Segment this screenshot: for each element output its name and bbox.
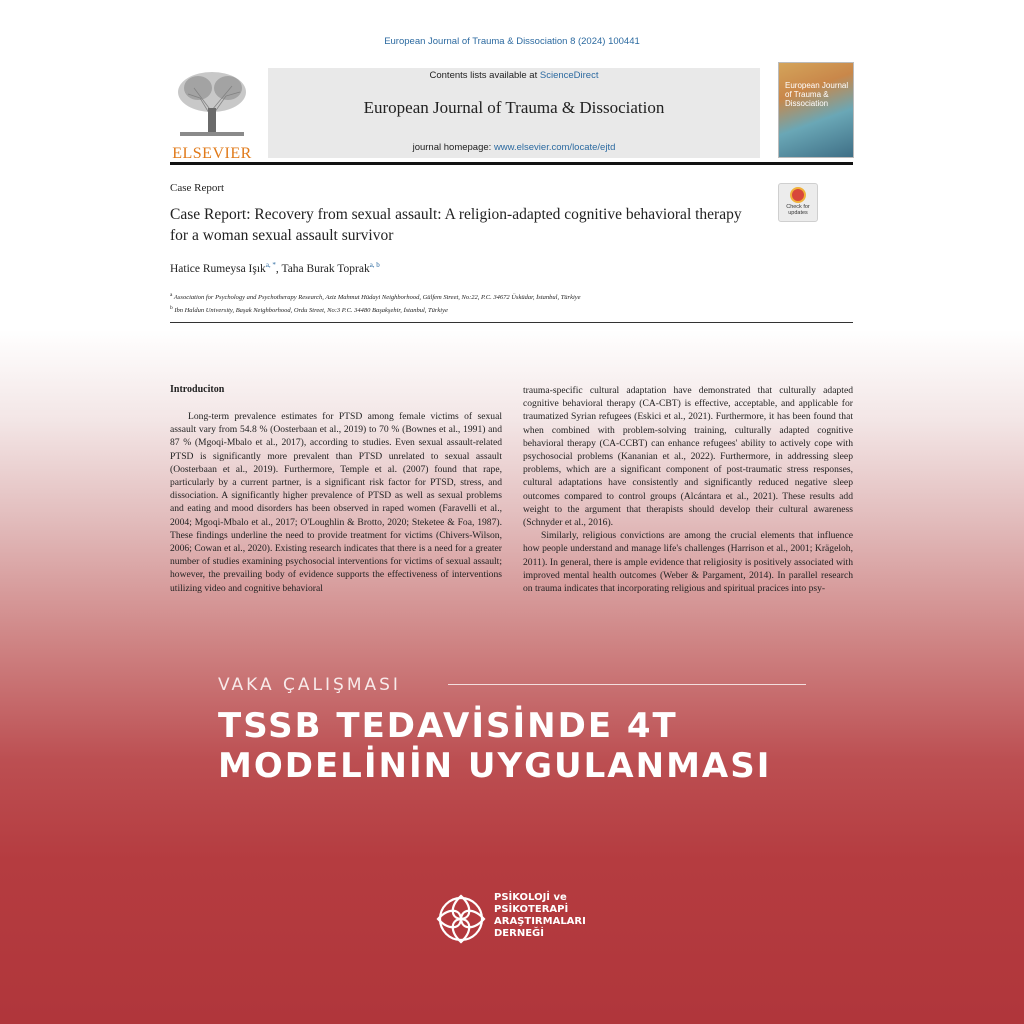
body-paragraph: trauma-specific cultural adaptation have demonstrated that culturally adapted cognitive behavioral therapy (CA-CBT) is effective, acceptable, and applicable for traumatized Syrian refugees (Eskici et al., 2021). Furthermore, it has been found that when combined with problem-solving training, culturally adapted cognitive behavioral therapy (CA-CCBT) can enhance refugees' ability to actively cope with psychosocial problems (Kananian et al., 2022). Furthermore, in addressing sleep problems, which are a significant component of post-traumatic stress responses, cultural adaptations have consistently and significantly reduced negative sleep outcomes compared to control groups (Alcántara et al., 2021). These results add weight to the argument that therapists should develop their cultural awareness (Schnyder et al., 2016). xyxy=(523,385,853,529)
affiliation-a xyxy=(170,290,581,303)
eyebrow-line xyxy=(448,684,806,685)
check-for-updates-button[interactable] xyxy=(778,183,818,222)
affiliation-mark: a xyxy=(170,292,173,298)
contents-prefix: Contents lists available at xyxy=(429,70,540,81)
author-separator: , xyxy=(275,262,282,275)
publisher-logo xyxy=(170,68,254,162)
journal-banner xyxy=(268,68,760,158)
body-paragraph: Long-term prevalence estimates for PTSD among female victims of sexual assault vary from 54.8 % (Oosterbaan et al., 2019) to 70 % (Bownes et al., 1991) and 87 % (Mgoqi-Mbalo et al., 2017), according to studies. Even sexual assault-related PTSD is significantly more prevalent than PTSD unrelated to sexual assault (Oosterbaan et al., 2019). Furthermore, Temple et al. (2007) found that rape, particularly by a current partner, is a significant risk factor for PTSD, stress, and dissociation. A significantly higher prevalence of PTSD as well as sexual problems and eating and mood disorders has been observed in raped women (Faravelli et al., 2004; Mgoqi-Mbalo et al., 2017; O'Loughlin & Brotto, 2020; Steketee & Foa, 1987). These findings underline the need to provide treatment for victims (Chivers-Wilson, 2006; Cowan et al., 2020). Existing research indicates that there is a need for a greater number of studies examining psychosocial interventions for victims of sexual assault; however, the prevailing body of evidence supports the effectiveness of interventions utilizing video and cognitive behavioral xyxy=(170,411,502,594)
affiliation-b xyxy=(170,303,581,316)
divider xyxy=(170,322,853,323)
organization-name xyxy=(494,892,586,940)
section-heading: Introduciton xyxy=(170,384,225,395)
body-column-left xyxy=(170,410,502,595)
journal-cover-image xyxy=(778,62,854,158)
homepage-line xyxy=(268,142,760,153)
body-paragraph: Similarly, religious convictions are among the crucial elements that influence how people understand and manage life's challenges (Harrison et al., 2001; Krägeloh, 2011). In general, there is ample evidence that religiosity is positively associated with improved mental health outcomes (Weber & Pargament, 2014). In parallel research on trauma indicates that incorporating religious and spiritual pracices into psy- xyxy=(523,530,853,595)
cover-title: European Journal of Trauma & Dissociation xyxy=(785,81,849,108)
affiliation-text: Association for Psychology and Psychotherapy Research, Aziz Mahmut Hüdayi Neighborhood, Gülfem Street, No:22, P.C. 34672 Üsküdar, İstanbul, Türkiye xyxy=(173,294,581,302)
author-name[interactable]: Taha Burak Toprak xyxy=(281,262,370,275)
contents-line xyxy=(268,70,760,81)
overlay-title-line: MODELİNİN UYGULANMASI xyxy=(218,746,772,786)
article-title: Case Report: Recovery from sexual assault: A religion-adapted cognitive behavioral therapy for a woman sexual assault survivor xyxy=(170,206,742,244)
organization-name-line: DERNEĞİ xyxy=(494,928,544,939)
sciencedirect-link[interactable]: ScienceDirect xyxy=(539,70,599,81)
overlay-eyebrow: VAKA ÇALIŞMASI xyxy=(218,675,401,695)
tree-logo-icon xyxy=(170,68,254,138)
update-icon xyxy=(790,187,806,203)
journal-citation: European Journal of Trauma & Dissociation 8 (2024) 100441 xyxy=(384,36,640,47)
article-type: Case Report xyxy=(170,182,225,194)
overlay-title-line: TSSB TEDAVİSİNDE 4T xyxy=(218,706,678,746)
body-column-right xyxy=(523,384,853,595)
overlay-title xyxy=(218,706,978,786)
author-name[interactable]: Hatice Rumeysa Işık xyxy=(170,262,266,275)
author-list xyxy=(170,261,380,275)
homepage-prefix: journal homepage: xyxy=(412,142,494,153)
header-rule xyxy=(170,162,853,165)
journal-title: European Journal of Trauma & Dissociation xyxy=(363,98,665,117)
knot-logo-icon xyxy=(434,892,488,946)
organization-name-line: PSİKOTERAPİ xyxy=(494,904,569,915)
affiliation-mark: b xyxy=(170,305,173,312)
publisher-name: ELSEVIER xyxy=(172,145,252,162)
organization-name-line: ARAŞTIRMALARI xyxy=(494,916,586,927)
author-affiliation-mark[interactable]: a, * xyxy=(265,261,276,269)
check-updates-label: Check for updates xyxy=(786,204,810,216)
affiliation-text: Ibn Haldun University, Başak Neighborhood, Ordu Street, No:3 P.C. 34480 Başakşehir, İstanbul, Türkiye xyxy=(174,307,448,315)
homepage-link[interactable]: www.elsevier.com/locate/ejtd xyxy=(493,142,616,153)
organization-logo xyxy=(434,888,634,952)
affiliations xyxy=(170,290,581,316)
author-affiliation-mark[interactable]: a, b xyxy=(369,261,380,269)
organization-name-line: PSİKOLOJİ ve xyxy=(494,892,567,903)
